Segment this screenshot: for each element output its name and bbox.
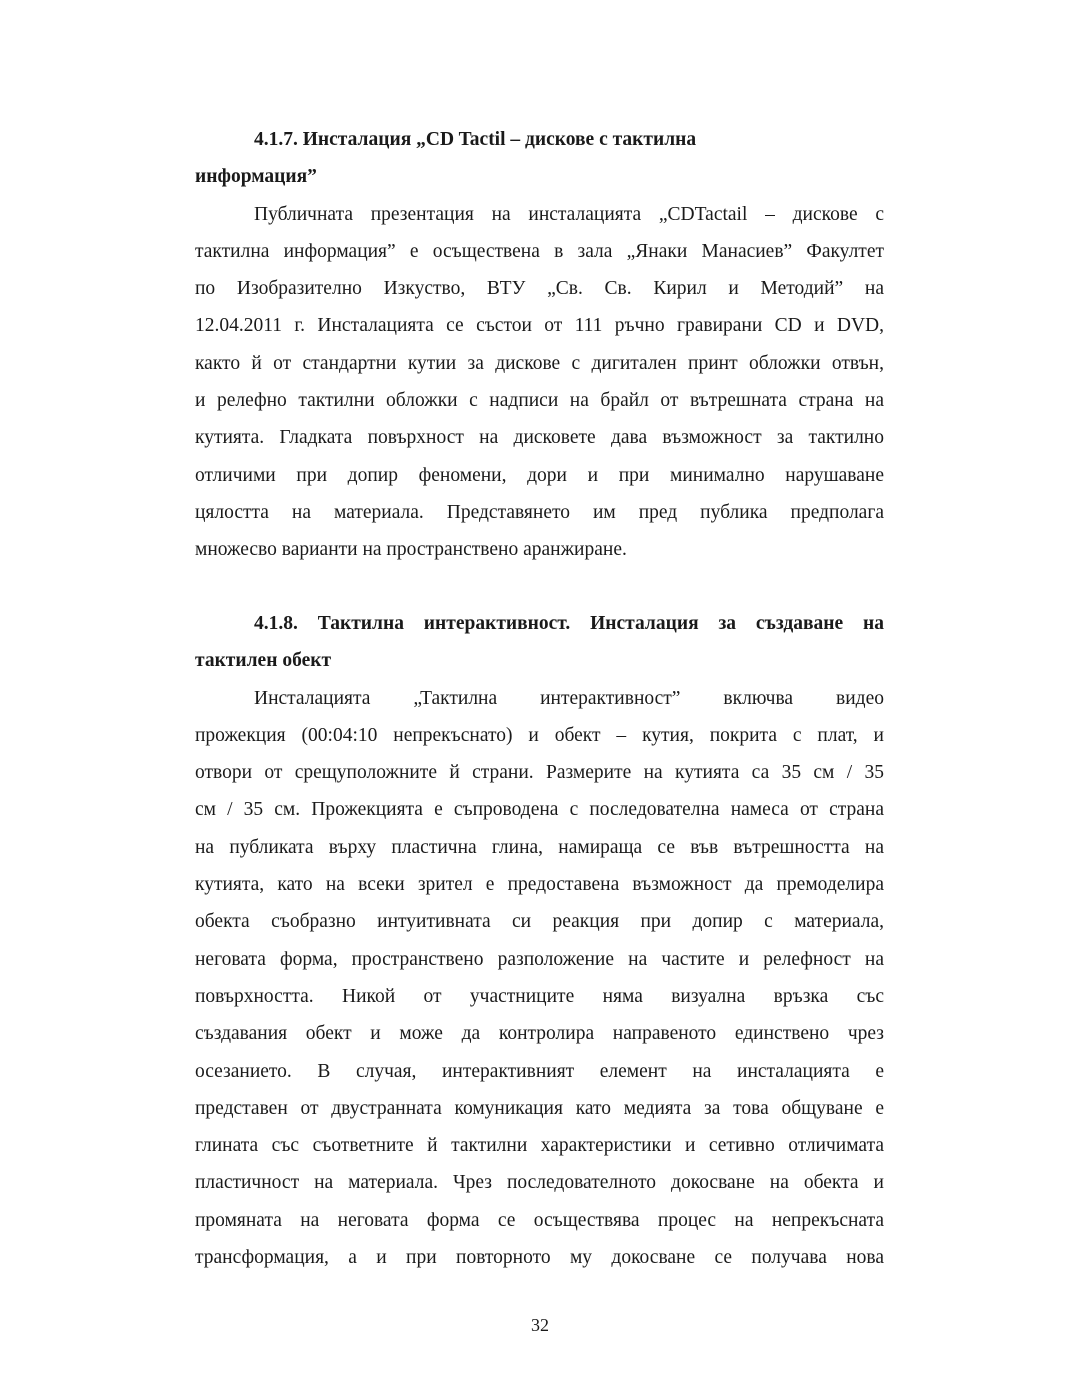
paragraph-line: осезанието. В случая, интерактивният елемент на инсталацията е <box>195 1060 884 1082</box>
paragraph-line: по Изобразително Изкуство, ВТУ „Св. Св. Кирил и Методий” на <box>195 278 884 300</box>
paragraph-line: и релефно тактилни обложки с надписи на брайл от вътрешната страна на <box>195 390 884 412</box>
paragraph-line: отвори от срещуположните й страни. Размерите на кутията са 35 см / 35 <box>195 762 884 784</box>
paragraph-line: кутията. Гладката повърхност на дисковете дава възможност за тактилно <box>195 427 884 449</box>
paragraph-line-last: множесво варианти на пространствено аранжиране. <box>195 539 627 561</box>
paragraph-line: пластичност на материала. Чрез последователното докосване на обекта и <box>195 1172 884 1194</box>
paragraph-line: цялостта на материала. Представянето им пред публика предполага <box>195 501 884 523</box>
paragraph-line: промяната на неговата форма се осъществява процес на непрекъсната <box>195 1209 884 1231</box>
section-heading: 4.1.7. Инсталация „CD Tactil – дискове с тактилна <box>254 129 697 150</box>
paragraph-line: кутията, като на всеки зрител е предоставена възможност да премоделира <box>195 874 884 896</box>
paragraph-line: обекта съобразно интуитивната си реакция при допир с материала, <box>195 911 884 933</box>
paragraph-line: повърхността. Никой от участниците няма визуална връзка със <box>195 985 884 1007</box>
paragraph-line: тактилна информация” е осъществена в зала „Янаки Манасиев” Факултет <box>195 240 884 262</box>
paragraph-line: неговата форма, пространствено разположение на частите и релефност на <box>195 948 884 970</box>
paragraph-line: глината със съответните й тактилни характеристики и сетивно отличимата <box>195 1135 884 1157</box>
paragraph-line: прожекция (00:04:10 непрекъснато) и обект – кутия, покрита с плат, и <box>195 724 884 746</box>
paragraph-line: Инсталацията „Тактилна интерактивност” включва видео <box>254 687 884 709</box>
section-paragraph <box>195 196 884 569</box>
section-heading-continuation: информация” <box>195 166 317 188</box>
page-number: 32 <box>531 1315 549 1335</box>
paragraph-line: представен от двустранната комуникация като медията за това общуване е <box>195 1097 884 1119</box>
paragraph-line: създавания обект и може да контролира направеното единствено чрез <box>195 1023 884 1045</box>
paragraph-line: Публичната презентация на инсталацията „CDTactail – дискове с <box>254 203 884 225</box>
paragraph-line: отличими при допир феномени, дори и при минимално нарушаване <box>195 464 884 486</box>
paragraph-line: на публиката върху пластична глина, намираща се във вътрешността на <box>195 836 884 858</box>
section-paragraph <box>195 680 884 1277</box>
section-heading: 4.1.8. Тактилна интерактивност. Инсталация за създаване на <box>254 613 884 634</box>
paragraph-line: 12.04.2011 г. Инсталацията се състои от 111 ръчно гравирани CD и DVD, <box>195 315 884 337</box>
section-4-1-7 <box>195 121 884 569</box>
paragraph-line: както й от стандартни кутии за дискове с дигитален принт обложки отвън, <box>195 352 884 374</box>
paragraph-line: трансформация, а и при повторното му докосване се получава нова <box>195 1247 884 1269</box>
section-heading-continuation: тактилен обект <box>195 650 332 672</box>
section-4-1-8 <box>195 605 884 1276</box>
paragraph-line: см / 35 см. Прожекцията е съпроводена с последователна намеса от страна <box>195 799 884 821</box>
